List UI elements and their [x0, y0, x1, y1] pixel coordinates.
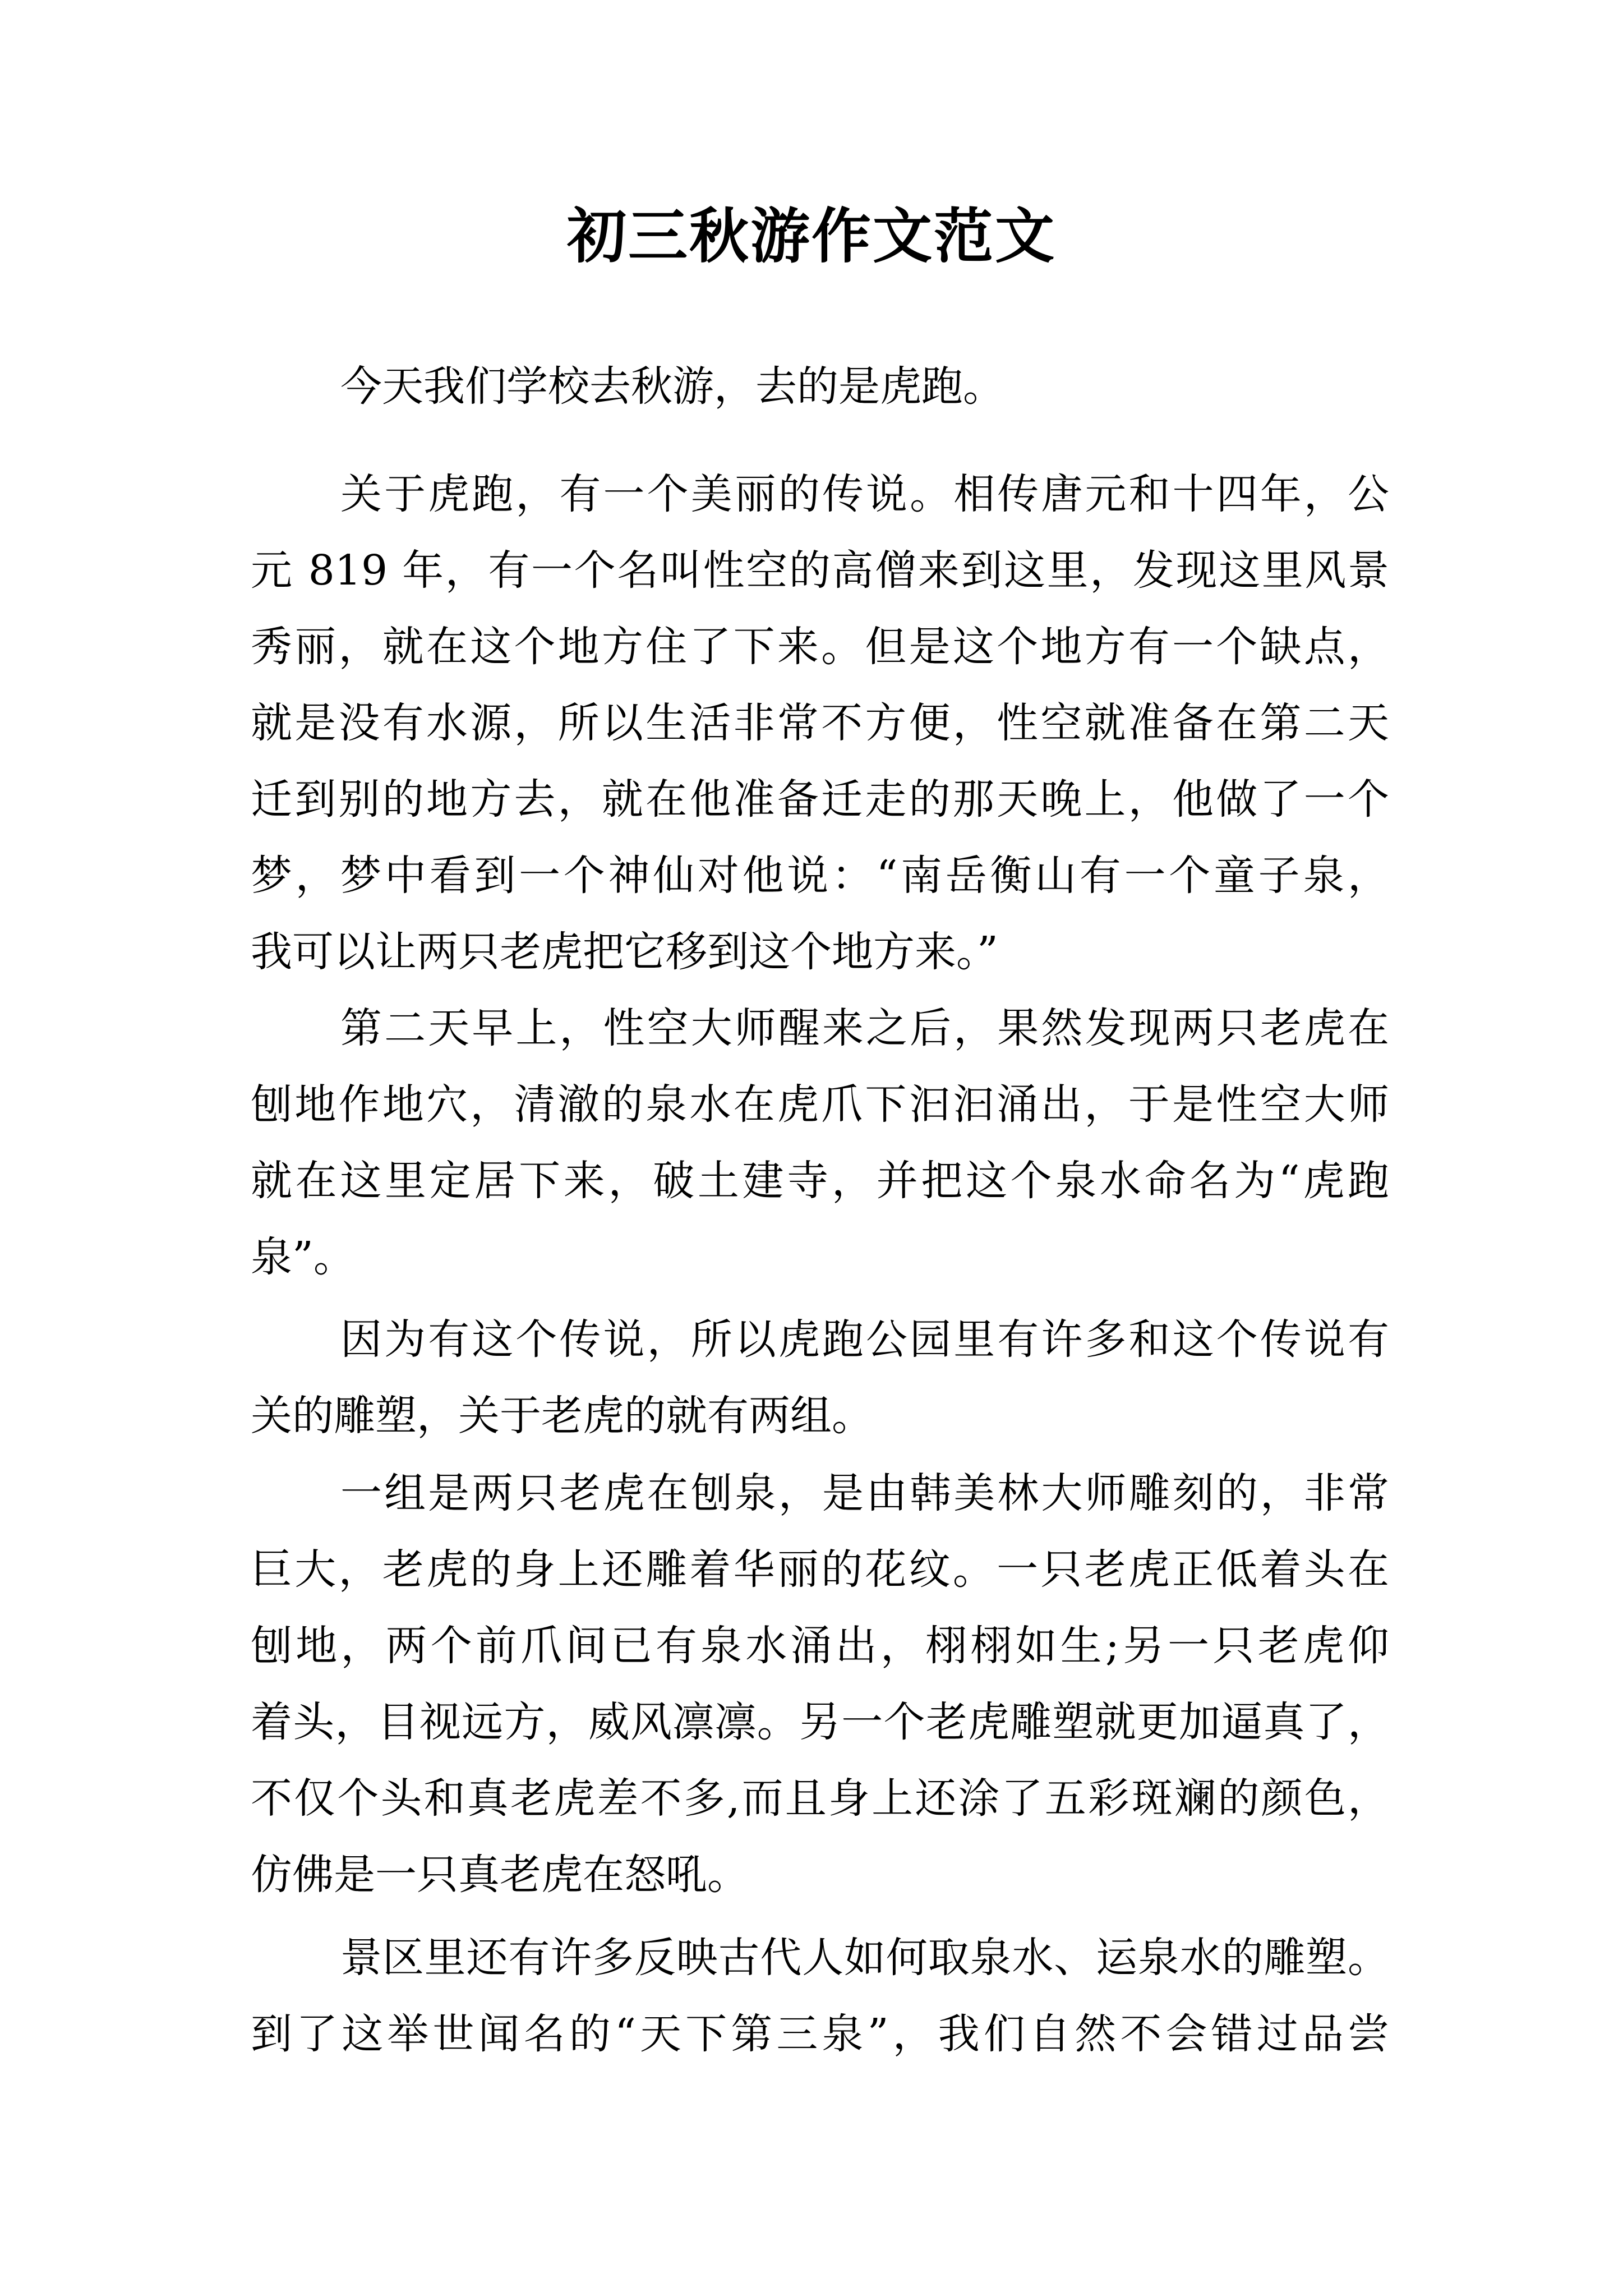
- text-line: 秀丽，就在这个地方住了下来。但是这个地方有一个缺点，: [251, 623, 1389, 671]
- text-line: 我可以让两只老虎把它移到这个地方来。”: [251, 928, 998, 976]
- text-line: 就在这里定居下来，破土建寺，并把这个泉水命名为“虎跑: [251, 1157, 1389, 1205]
- text-line: 泉”。: [251, 1233, 355, 1281]
- text-line: 第二天早上，性空大师醒来之后，果然发现两只老虎在: [340, 1004, 1389, 1052]
- text-line: 关于虎跑，有一个美丽的传说。相传唐元和十四年，公: [340, 470, 1389, 518]
- text-line: 今天我们学校去秋游，去的是虎跑。: [340, 362, 1004, 411]
- text-line: 刨地作地穴，清澈的泉水在虎爪下汩汩涌出，于是性空大师: [251, 1080, 1389, 1129]
- text-line: 刨地，两个前爪间已有泉水涌出，栩栩如生;另一只老虎仰: [251, 1622, 1389, 1670]
- text-line: 巨大，老虎的身上还雕着华丽的花纹。一只老虎正低着头在: [251, 1545, 1389, 1594]
- paragraph-5: [251, 1455, 1389, 1913]
- paragraph-4: [251, 1301, 1389, 1454]
- text-line: 迁到别的地方去，就在他准备迁走的那天晚上，他做了一个: [251, 775, 1389, 823]
- document-title: 初三秋游作文范文: [567, 201, 1056, 271]
- text-line: 因为有这个传说，所以虎跑公园里有许多和这个传说有: [340, 1315, 1389, 1364]
- paragraph-3: [251, 990, 1389, 1295]
- text-line: 景区里还有许多反映古代人如何取泉水、运泉水的雕塑。: [340, 1934, 1389, 1982]
- text-line: 着头，目视远方，威风凛凛。另一个老虎雕塑就更加逼真了，: [251, 1698, 1389, 1746]
- text-line: 一组是两只老虎在刨泉，是由韩美林大师雕刻的，非常: [340, 1469, 1389, 1517]
- text-line: 关的雕塑，关于老虎的就有两组。: [251, 1392, 873, 1440]
- text-line: 就是没有水源，所以生活非常不方便，性空就准备在第二天: [251, 699, 1389, 747]
- text-line: 梦，梦中看到一个神仙对他说：“南岳衡山有一个童子泉，: [251, 852, 1389, 900]
- document-body: [251, 348, 1389, 2072]
- text-line: 仿佛是一只真老虎在怒吼。: [251, 1851, 749, 1899]
- text-line: 到了这举世闻名的“天下第三泉”，我们自然不会错过品尝: [251, 2010, 1389, 2058]
- paragraph-2: [251, 456, 1389, 990]
- text-line: 元 819 年，有一个名叫性空的高僧来到这里，发现这里风景: [251, 546, 1389, 595]
- paragraph-6: [251, 1920, 1389, 2072]
- text-line: 不仅个头和真老虎差不多,而且身上还涂了五彩斑斓的颜色，: [251, 1774, 1389, 1823]
- paragraph-1: [251, 348, 1389, 425]
